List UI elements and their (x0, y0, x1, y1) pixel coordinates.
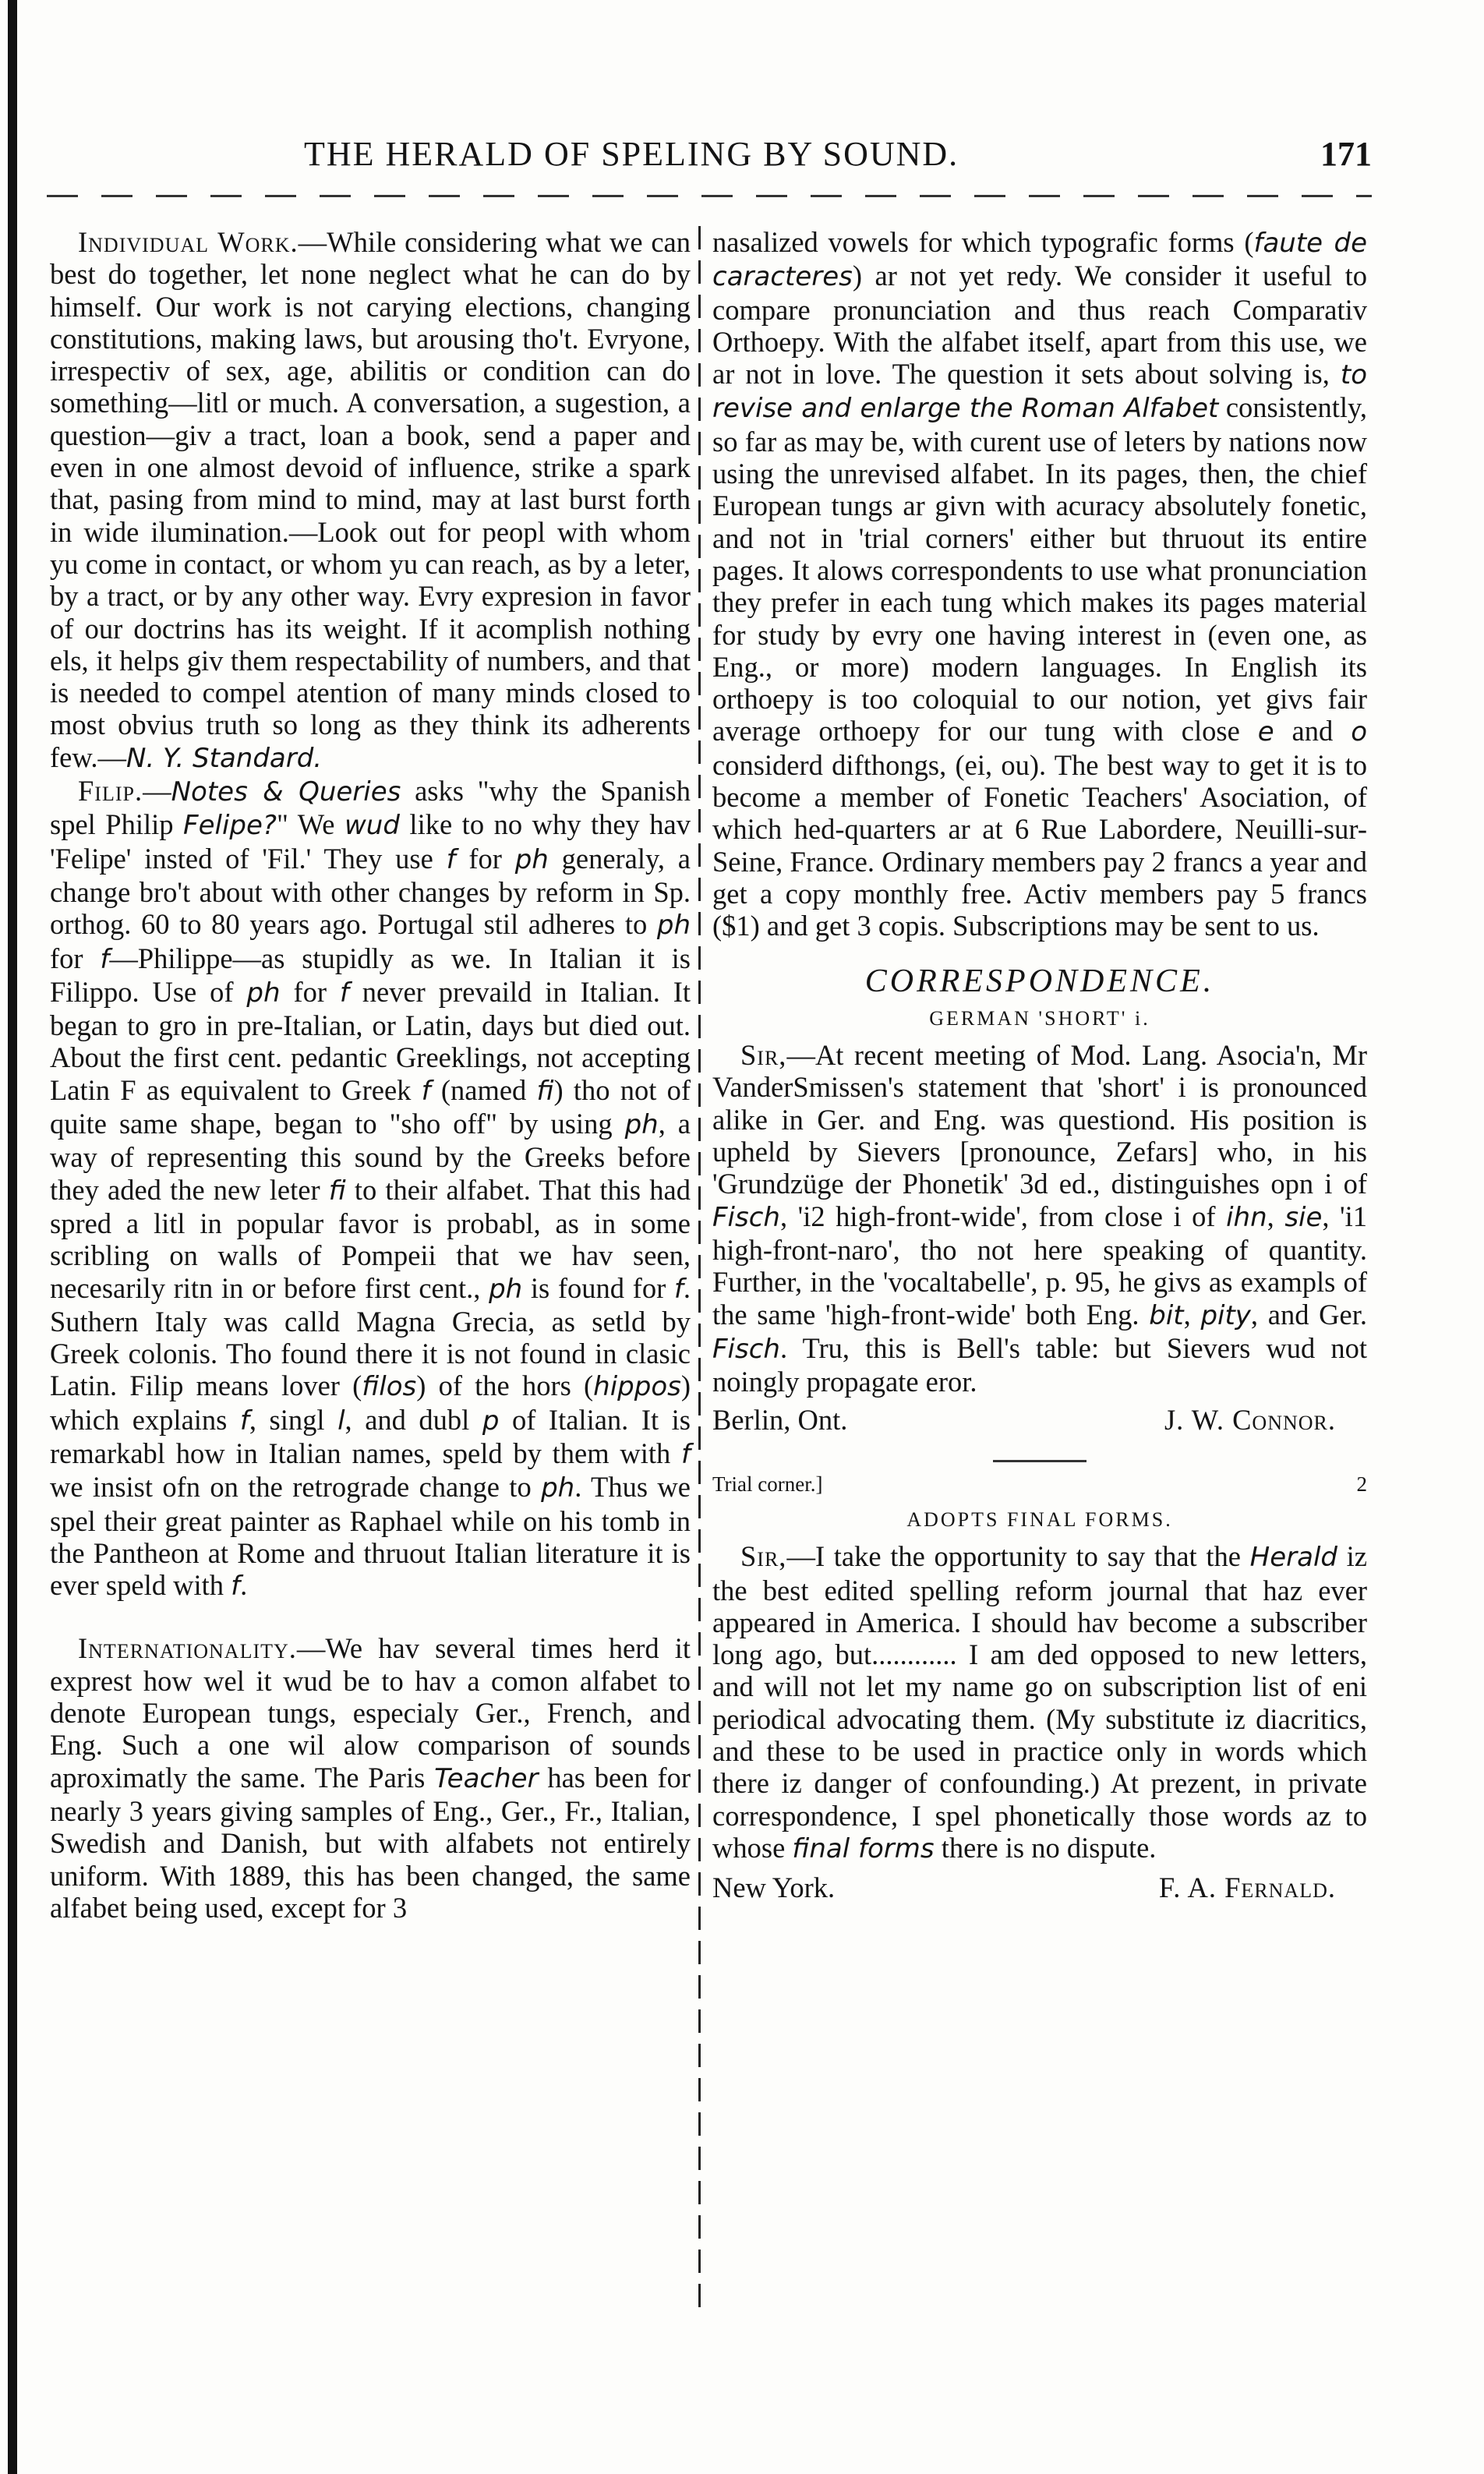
text-run: , and Ger. (1250, 1298, 1368, 1331)
letter-adopts-final-forms (712, 1540, 1367, 1865)
italic-run: f (239, 1405, 249, 1437)
text-run: , and dubl (344, 1403, 482, 1436)
italic-run: ph (514, 843, 549, 875)
note-text: Trial corner.] (712, 1472, 823, 1496)
text-run: " We (276, 808, 344, 841)
text-run: for (50, 942, 101, 974)
text-run: — (143, 775, 171, 808)
article-internationality (50, 1632, 691, 1924)
letter-signature-line (712, 1404, 1367, 1436)
text-run: to their alfabet. That this had spred a litl in popular favor is probabl, as in some scribling on walls of Pompeii that we hav seen, necesarily ritn in or before first cent., (50, 1173, 691, 1304)
article-heading: Internationality. (78, 1632, 297, 1665)
letter-salutation: Sir, (740, 1039, 787, 1072)
letter-heading: ADOPTS FINAL FORMS. (906, 1507, 1173, 1531)
letter-signature-line (712, 1871, 1367, 1903)
italic-run: f (231, 1571, 241, 1603)
text-run: of Italian. It is remarkabl how in Italian names, speld by them with (50, 1403, 691, 1469)
article-individual-work (50, 226, 691, 775)
italic-run: ph (624, 1109, 659, 1141)
letter-place: New York. (712, 1871, 836, 1904)
letter-salutation: Sir, (740, 1540, 787, 1573)
text-run: and (1274, 715, 1352, 748)
italic-run: ph (489, 1273, 523, 1305)
text-run: iz the best edited spelling reform journal that haz ever appeared in America. I should hav become a subscriber long ago, but............ I am ded opposed to new letters, and will not let my name go on subscription list of eni periodical advocating them. (My substitute iz diacritics, and these to be used in practice only in words which there iz danger of confounding.) At prezent, in private correspondence, I spel phonetically those words az to whose (712, 1540, 1368, 1864)
text-run: nasalized vowels for which typografic forms ( (712, 226, 1254, 258)
text-run: , 'i2 high-front-wide', from close i of (779, 1200, 1227, 1232)
italic-run: bit (1149, 1299, 1184, 1331)
italic-run: p (482, 1405, 500, 1437)
letter-german-short-i (712, 1039, 1367, 1398)
italic-run: e (1257, 716, 1274, 748)
paragraph-gap (50, 1603, 691, 1632)
italic-run: fi (328, 1175, 346, 1207)
section-title-correspondence: CORRESPONDENCE. (864, 963, 1215, 999)
italic-run: filos (362, 1371, 417, 1403)
right-column (712, 226, 1367, 1904)
binding-edge (8, 0, 17, 2474)
text-run: , singl (249, 1403, 338, 1436)
italic-run: f (681, 1438, 691, 1470)
italic-run: wud (344, 810, 400, 842)
text-run: . Tru, this is Bell's table: but Sievers wud not noingly propagate eror. (712, 1331, 1367, 1398)
column-divider (698, 226, 701, 2315)
italic-run: Felipe? (183, 810, 277, 842)
italic-run: ph (246, 977, 281, 1009)
article-internationality-continued (712, 226, 1367, 942)
journal-title: THE HERALD OF SPELING BY SOUND. (304, 135, 959, 173)
text-run: consistently, so far as may be, with curent use of leters by nations now using the unrevised alfabet. In its pages, then, the chief European tungs ar givn with acuracy absolutely fonetic, and not in 'trial corners' either but thruout its entire pages. It alows correspondents to use what pronunciation they prefer in each tung which makes its pages material for study by evry one having interest in (even one, as Eng., or more) modern languages. In English its orthoepy is too coloquial to our notion, yet givs fair average orthoepy for our tung with close (712, 391, 1367, 748)
running-header (47, 134, 1372, 181)
header-rule (47, 195, 1372, 197)
italic-run: ph (656, 910, 691, 942)
text-run: , 'i1 high-front-naro', tho not here speaking of quantity. Further, in the 'vocaltabelle', p. 95, he givs as exampls of the same 'high-front-wide' both Eng. (712, 1200, 1368, 1331)
italic-run: to revise and enlarge the Roman Alfabet (712, 359, 1367, 425)
letter-signature: J. W. Connor. (1164, 1404, 1336, 1437)
article-filip (50, 775, 691, 1603)
italic-run: Fisch (712, 1333, 780, 1365)
italic-run: f (446, 843, 456, 875)
text-run: asks "why the Spanish spel Philip (50, 775, 691, 841)
italic-run: ph (541, 1472, 575, 1504)
italic-run: o (1351, 716, 1367, 748)
text-run: . (240, 1569, 248, 1602)
text-run: , a way of representing this sound by the Greeks before they aded the new leter (50, 1108, 691, 1206)
article-source: N. Y. Standard. (125, 742, 323, 774)
text-run: for (455, 842, 515, 875)
italic-run: f (421, 1075, 431, 1107)
letter-place: Berlin, Ont. (712, 1404, 848, 1437)
italic-run: f (100, 943, 110, 975)
text-run: generaly, a change bro't about with other changes by reform in Sp. orthog. 60 to 80 years ago. Portugal stil adheres to (50, 842, 691, 941)
text-run: —At recent meeting of Mod. Lang. Asocia'n, Mr VanderSmissen's statement that 'short' i is pronounced alike in Ger. and Eng. was questiond. His position is upheld by Sievers [pronounce, Zefars] who, in his 'Grundzüge der Phonetik' 3d ed., distinguishes opn i of (712, 1039, 1367, 1200)
text-run: like to no why they hav 'Felipe' insted of 'Fil.' They use (50, 808, 691, 875)
text-run: —Philippe—as stupidly as we. In Italian it is Filippo. Use of (50, 942, 691, 1008)
text-run: ) tho not of quite same shape, began to "sho off" by using (50, 1073, 691, 1140)
text-run: has been for nearly 3 years giving samples of Eng., Ger., Fr., Italian, Swedish and Danish, but with alfabets not entirely uniform. With 1889, this has been changed, the same alfabet being used, except for 3 (50, 1761, 691, 1924)
italic-run: Notes & Queries (171, 776, 401, 808)
italic-run: faute de caracteres (712, 228, 1367, 293)
italic-run: sie (1284, 1201, 1323, 1233)
text-run: . Suthern Italy was calld Magna Grecia, as setld by Greek colonis. Tho found there it is not found in clasic Latin. Filip means lover ( (50, 1271, 691, 1402)
letter-signature: F. A. Fernald. (1158, 1871, 1336, 1904)
letter-heading: GERMAN 'SHORT' i. (929, 1006, 1150, 1030)
editor-note (712, 1468, 1367, 1500)
italic-run: Teacher (434, 1762, 539, 1794)
italic-run: final forms (792, 1833, 935, 1864)
italic-run: Fisch (712, 1201, 780, 1233)
italic-run: f (339, 977, 349, 1009)
text-run: considerd difthongs, (ei, ou). The best way to get it is to become a member of Fonetic Teachers' Asociation, of which hed-quarters ar at 6 Rue Labordere, Neuilli-sur-Seine, France. Ordinary members pay 2 francs a year and get a copy monthly free. Activ members pay 5 francs ($1) and get 3 copis. Subscriptions may be sent to us. (712, 748, 1367, 942)
text-run: , (1267, 1200, 1285, 1232)
text-run: never prevaild in Italian. It began to gro in pre-Italian, or Latin, days but died out. About the first cent. pedantic Greeklings, not accepting Latin F as equivalent to Greek (50, 975, 691, 1106)
text-run: (named (430, 1073, 537, 1106)
text-run: . Thus we spel their great painter as Raphael while on his tomb in the Pantheon at Rome and thruout Italian literature it is ever speld with (50, 1471, 691, 1602)
text-run: we insist ofn on the retrograde change to (50, 1471, 542, 1504)
italic-run: Herald (1249, 1542, 1337, 1574)
text-run: , (1183, 1298, 1201, 1331)
italic-run: hippos (593, 1371, 681, 1403)
article-body: —While considering what we can best do together, let none neglect what he can do by himself. Our work is not carying elections, changing constitutions, making laws, but arousing tho't. Evryone, irrespectiv of sex, age, abilitis or condition can do something—litl or much. A conversation, a sugestion, a question—giv a tract, loan a book, send a paper and even in one almost devoid of influence, strike a spark that, pasing from mind to mind, may at last burst forth in wide ilumination.—Look out for peopl with whom yu come in contact, or whom yu can reach, as by a leter, by a tract, or by any other way. Evry expresion in favor of our doctrins has its weight. If it acomplish nothing els, it helps giv them respectability of numbers, and that is needed to compel atention of many minds closed to most obvius truth so long as they think its adherents few.— (50, 226, 691, 773)
separator-rule (993, 1460, 1086, 1462)
text-run: ) which explains (50, 1370, 691, 1436)
text-run: is found for (522, 1271, 674, 1304)
text-run: ) ar not yet redy. We consider it useful to compare pronunciation and thus reach Comparativ Orthoepy. With the alfabet itself, apart from this use, we ar not in love. The question it sets about solving is, (712, 260, 1367, 391)
article-heading: Filip. (78, 775, 143, 808)
italic-run: fi (536, 1075, 554, 1107)
text-run: —I take the opportunity to say that the (786, 1540, 1250, 1573)
text-run: —We hav several times herd it exprest how wel it wud be to hav a comon alfabet to denote European tungs, especialy Ger., French, and Eng. Such a one wil alow comparison of sounds aproximatly the same. The Paris (50, 1632, 691, 1794)
page-number: 171 (1320, 135, 1372, 173)
note-mark: 2 (1356, 1472, 1367, 1496)
italic-run: l (337, 1405, 345, 1437)
text-run: for (280, 975, 340, 1008)
italic-run: pity (1200, 1299, 1251, 1331)
text-run: ) of the hors ( (416, 1370, 594, 1402)
article-heading: Individual Work. (78, 226, 299, 258)
text-run: there is no dispute. (934, 1831, 1157, 1864)
italic-run: ihn (1226, 1201, 1267, 1233)
italic-run: f (673, 1273, 684, 1305)
left-column (50, 226, 691, 1924)
